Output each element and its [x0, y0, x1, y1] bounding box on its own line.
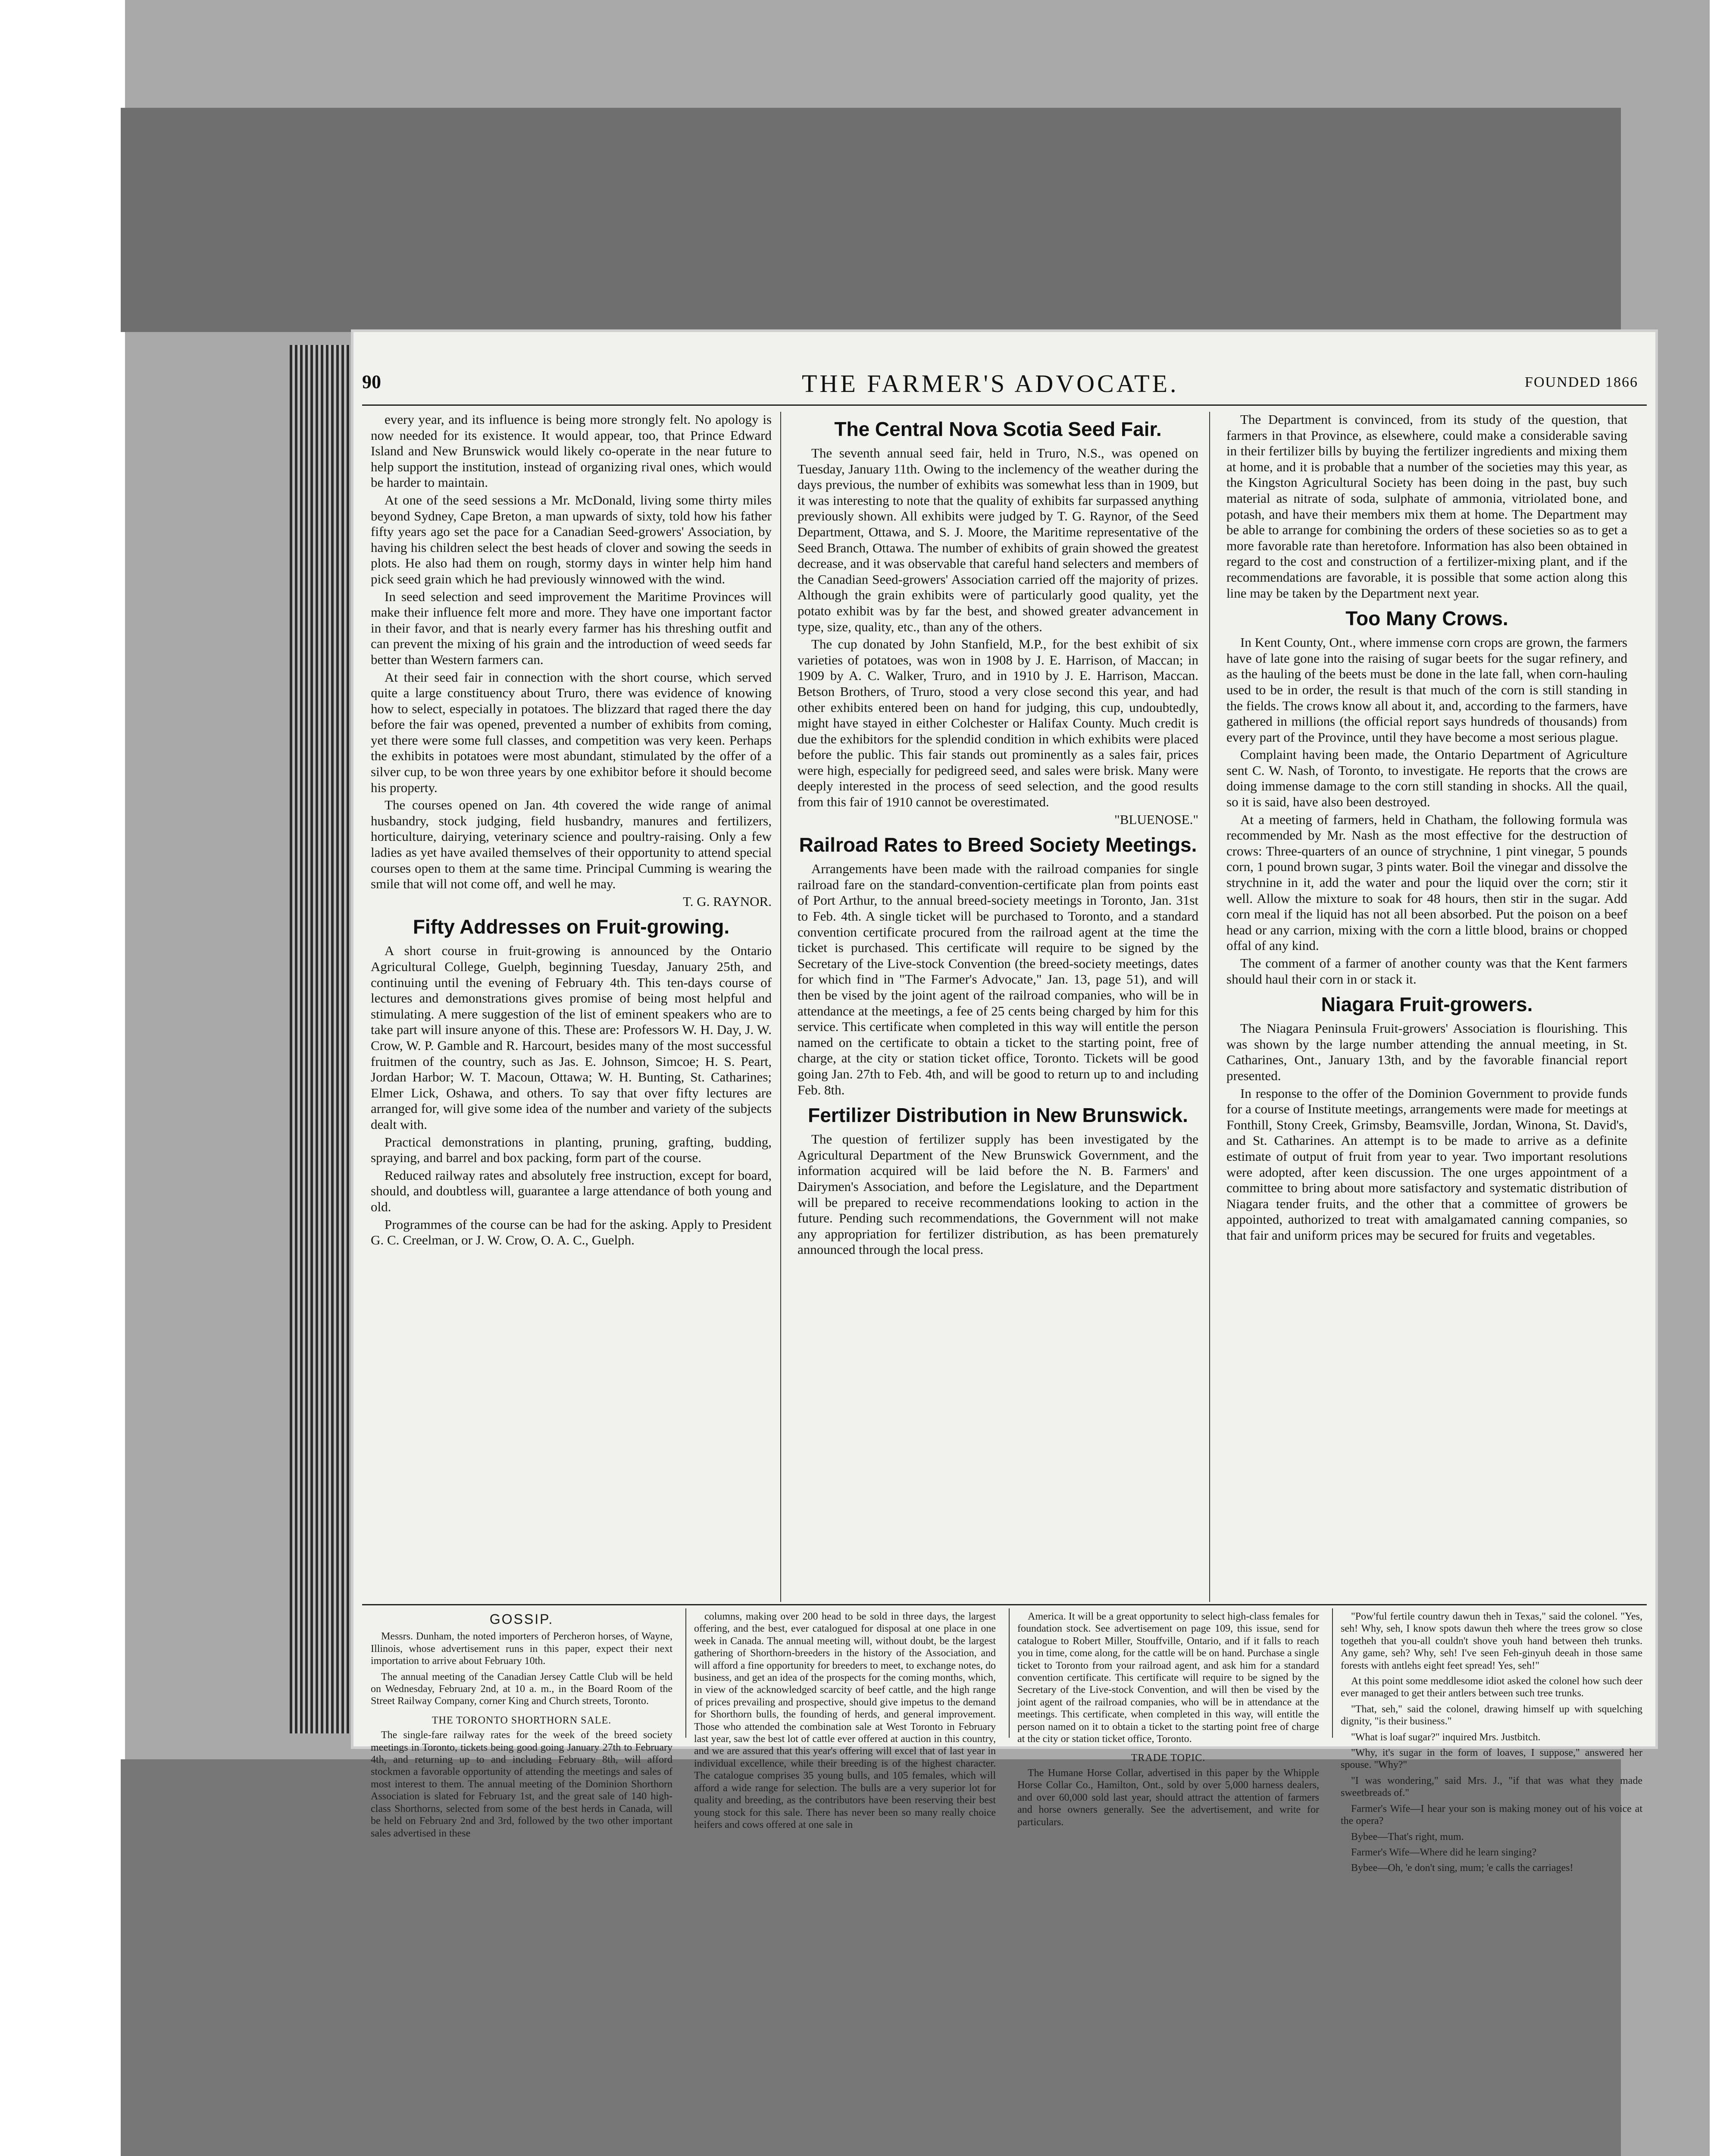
gossip-item: "That, seh," said the colonel, drawing himself up with squelching dignity, "is their business."	[1341, 1703, 1642, 1727]
gossip-item: Farmer's Wife—I hear your son is making money out of his voice at the opera?	[1341, 1803, 1642, 1827]
article-heading: Fertilizer Distribution in New Brunswick.	[808, 1104, 1188, 1127]
book-page-edges	[290, 345, 350, 1733]
paragraph: In seed selection and seed improvement the Maritime Provinces will make their influence felt more and more. They have one important factor in their favor, and that is nearly every farmer has his threshing outfit and can prevent the mixing of his grain and the introduction of weed seeds far better than Western farmers can.	[371, 589, 772, 667]
article-heading: Too Many Crows.	[1345, 607, 1508, 630]
column-rule	[685, 1608, 686, 1738]
gossip-item: The single-fare railway rates for the week of the breed society meetings in Toronto, tickets being good going January 27th to February 4th, and returning up to and including February 8th, will afford stockmen a favorable opportunity of attending the meetings and sales of most interest to them. The annual meeting of the Dominion Shorthorn Association is slated for February 1st, and the great sale of 140 high-class Shorthorns, selected from some of the best herds in Canada, will be held on February 2nd and 3rd, followed by the two other important sales advertised in these	[371, 1730, 672, 1839]
paragraph: At one of the seed sessions a Mr. McDonald, living some thirty miles beyond Sydney, Cape Breton, a man upwards of sixty, told how his father fifty years ago set the pace for a Canadian Seed-growers' Association, by having his children select the best heads of clover and sowing the seeds in plots. He also had them on rough, stormy days in winter help him hand pick seed grain which he had previously winnowed with the wind.	[371, 492, 772, 586]
gossip-item: "Why, it's sugar in the form of loaves, I suppose," answered her spouse. "Why?"	[1341, 1747, 1642, 1771]
column-2	[798, 412, 1198, 1260]
scan-background-top	[121, 108, 1621, 332]
paragraph: At a meeting of farmers, held in Chatham, the following formula was recommended by Mr. Nash as the most effective for the destruction of crows: Three-quarters of an ounce of strychnine, 1 pint vinegar, 5 pounds corn, 1 pound brown sugar, 3 pints water. Boil the vinegar and dissolve the strychnine in it, add the water and pour the liquid over the corn; stir it well. Allow the mixture to soak for 48 hours, then stir in the sugar. Add corn meal if the liquid has not all been absorbed. Put the poison on a beef head or any carrion, mixing with the corn a little blood, brains or chopped offal of any kind.	[1226, 812, 1627, 953]
gossip-item: The Humane Horse Collar, advertised in this paper by the Whipple Horse Collar Co., Hamilton, Ont., sold by over 5,000 harness dealers, and over 60,000 sold last year, should attract the attention of farmers and horse owners generally. See the advertisement, and write for particulars.	[1017, 1767, 1319, 1828]
gossip-item: "I was wondering," said Mrs. J., "if that was what they made sweetbreads of."	[1341, 1775, 1642, 1799]
gossip-column-4	[1341, 1611, 1642, 1878]
paragraph: The Department is convinced, from its study of the question, that farmers in that Province, as elsewhere, could make a considerable saving in their fertilizer bills by buying the fertilizer ingredients and mixing them at home, and it is probable that a number of the societies may this year, as the Kingston Agricultural Society has been doing in the past, buy such material as nitrate of soda, sulphate of ammonia, vitriolated bone, and potash, and have their members mix them at home. The Department may be able to arrange for combining the orders of these societies so as to get a more favorable rate than heretofore. Information has also been obtained in regard to the cost and construction of a fertilizer-mixing plant, and if the recommendations are favorable, it is possible that some action along this line may be taken by the Department next year.	[1226, 412, 1627, 601]
gossip-item: At this point some meddlesome idiot asked the colonel how such deer ever managed to get their antlers between such tree trunks.	[1341, 1676, 1642, 1699]
gossip-item: The annual meeting of the Canadian Jersey Cattle Club will be held on Wednesday, February 2nd, at 10 a. m., in the Board Room of the Street Railway Company, corner King and Church streets, Toronto.	[371, 1671, 672, 1707]
page-number: 90	[362, 371, 381, 392]
paragraph: The comment of a farmer of another county was that the Kent farmers should haul their corn in or stack it.	[1226, 956, 1627, 987]
paragraph: The question of fertilizer supply has been investigated by the Agricultural Department of the New Brunswick Government, and the information acquired will be laid before the N. B. Farmers' and Dairymen's Association, and before the Legislature, and the Department will be prepared to receive recommendations looking to action in the future. Pending such recommendations, the Government will not make any appropriation for fertilizer distribution, as has been prematurely announced through the local press.	[798, 1131, 1198, 1257]
right-margin	[1710, 0, 1714, 2156]
article-heading: Railroad Rates to Breed Society Meetings.	[799, 834, 1197, 856]
article-heading: Fifty Addresses on Fruit-growing.	[413, 915, 730, 938]
article-heading: Niagara Fruit-growers.	[1321, 993, 1533, 1016]
gossip-item: "Pow'ful fertile country dawun theh in Texas," said the colonel. "Yes, seh! Why, seh, I know spots dawun theh where the trees grow so close togetheh that you-all couldn't shove youh hand between theh trunks. Any game, seh? Why, seh! I've seen Feh-ginyuh deeah in those same forests with antlehs eight feet spread! Yes, seh!"	[1341, 1611, 1642, 1671]
paragraph: Arrangements have been made with the railroad companies for single railroad fare on the standard-convention-certificate plan from points east of Port Arthur, to the annual breed-society meetings in Toronto, Jan. 31st to Feb. 4th. A single ticket will be purchased to Toronto, and a standard convention certificate procured from the railroad agent at the time the ticket is purchased. This certificate will require to be signed by the Secretary of the Live-stock Convention (the breed-society meetings, dates for which find in "The Farmer's Advocate," Jan. 13, page 51), and will then be vised by the joint agent of the railroad companies, who will be in attendance at the meetings, a fee of 25 cents being charged by him for this service. This certificate when completed in this way will entitle the person named on the certificate to obtain a ticket to the starting point, free of charge, at the city or station ticket office, Toronto. Tickets will be good going Jan. 27th to Feb. 4th, and will be good to return up to and including Feb. 8th.	[798, 861, 1198, 1097]
page-header	[353, 371, 1655, 401]
gossip-column-2	[694, 1611, 996, 1834]
left-margin	[0, 0, 125, 2156]
paragraph: In response to the offer of the Dominion Government to provide funds for a course of Institute meetings, arrangements were made for meetings at Fonthill, Stony Creek, Grimsby, Beamsville, Jordan, Winona, St. David's, and St. Catharines. An attempt is to be made to arrive as a definite estimate of output of fruit from year to year. Two important resolutions were adopted, after keen discussion. The one urges appointment of a committee to bring about more satisfactory and systematic distribution of Niagara tender fruits, and the other that a committee of growers be appointed, authorized to treat with amalgamated canning companies, so that fair and uniform prices may be secured for fruits and vegetables.	[1226, 1085, 1627, 1243]
gossip-column-1	[371, 1611, 672, 1843]
newspaper-page	[353, 332, 1655, 1874]
paragraph: Practical demonstrations in planting, pruning, grafting, budding, spraying, and barrel and box packing, form part of the course.	[371, 1134, 772, 1166]
paragraph: A short course in fruit-growing is announced by the Ontario Agricultural College, Guelph, beginning Tuesday, January 25th, and continuing until the evening of February 4th. This ten-days course of lectures and demonstrations gives promise of being most helpful and stimulating. A mere suggestion of the list of eminent speakers who are to take part will insure anyone of this. These are: Professors W. H. Day, J. W. Crow, W. P. Gamble and R. Harcourt, besides many of the most successful fruitmen of the country, such as Jas. E. Johnson, Simcoe; H. S. Peart, Jordan Harbor; W. T. Macoun, Ottawa; W. H. Bunting, St. Catharines; Elmer Lick, Oshawa, and others. To say that over fifty lectures are arranged for, will give some idea of the number and variety of the subjects dealt with.	[371, 943, 772, 1132]
gossip-subheading: THE TORONTO SHORTHORN SALE.	[432, 1714, 612, 1726]
gossip-item: America. It will be a great opportunity to select high-class females for foundation stock. See advertisement on page 109, this issue, send for catalogue to Robert Miller, Stouffville, Ontario, and if it falls to reach you in time, come along, for the cattle will be on hand. Purchase a single ticket to Toronto from your railroad agent, and ask him for a standard convention certificate. This certificate will require to be signed by the Secretary of the Live-stock Convention, and will then be vised by the joint agent of the railroad companies, who will be in attendance at the meetings. This certificate, when completed in this way, will entitle the person named on it to obtain a ticket to the starting point free of charge at the city or station ticket office, Toronto.	[1017, 1611, 1319, 1745]
column-rule	[1209, 412, 1210, 1602]
gossip-item: columns, making over 200 head to be sold in three days, the largest offering, and the best, ever catalogued for disposal at one place in one week in Canada. The annual meeting will, without doubt, be the largest gathering of Shorthorn-breeders in the history of the Association, and will afford a fine opportunity for breeders to meet, to exchange notes, do business, and get an idea of the prospects for the coming months, which, in view of the acknowledged scarcity of beef cattle, and the high range of prices prevailing and prospective, should give impetus to the demand for Shorthorn bulls, the founding of herds, and general improvement. Those who attended the combination sale at West Toronto in February last year, saw the best lot of cattle ever offered at auction in this country, and we are assured that this year's offering will excel that of last year in individual excellence, while their breeding is of the highest character. The catalogue comprises 35 young bulls, and 105 females, which will afford a wide range for selection. The bulls are a very superior lot for quality and breeding, as the contributors have been reserving their best young stock for this sale. There has never been so many really choice heifers and cows offered at one sale in	[694, 1611, 996, 1830]
paragraph: The cup donated by John Stanfield, M.P., for the best exhibit of six varieties of potatoes, was won in 1908 by J. E. Harrison, of Maccan; in 1909 by A. C. Walker, Truro, and in 1910 by J. E. Harrison, Maccan. Betson Brothers, of Truro, stood a very close second this year, and had other exhibits entered been on hand for judging, this cup, undoubtedly, might have stayed in either Colchester or Halifax County. Much credit is due the exhibitors for the splendid condition in which exhibits were placed before the public. This fair stands out prominently as a sales fair, prices were high, especially for pedigreed seed, and sales were brisk. Many were deeply interested in the process of seed selection, and the good results from this fair of 1910 cannot be overestimated.	[798, 636, 1198, 810]
paragraph: At their seed fair in connection with the short course, which served quite a large constituency about Truro, there was evidence of knowing how to select, especially in potatoes. The blizzard that raged there the day before the fair was opened, prevented a number of exhibits from coming, yet there were some full classes, and competition was very keen. Perhaps the exhibits in potatoes were most abundant, stimulated by the offer of a silver cup, to be won three years by one exhibitor before it should become his property.	[371, 669, 772, 795]
gossip-heading: GOSSIP.	[489, 1611, 554, 1627]
column-1	[371, 412, 772, 1250]
gossip-item: Farmer's Wife—Where did he learn singing?	[1351, 1846, 1537, 1858]
column-rule	[1332, 1608, 1333, 1738]
paragraph: Complaint having been made, the Ontario Department of Agriculture sent C. W. Nash, of Toronto, to investigate. He reports that the crows are doing immense damage to the corn still standing in shocks. All the quail, so it is said, have also been destroyed.	[1226, 747, 1627, 810]
paragraph: The Niagara Peninsula Fruit-growers' Association is flourishing. This was shown by the large number attending the annual meeting, in St. Catharines, Ont., January 13th, and by the favorable financial report presented.	[1226, 1021, 1627, 1083]
header-rule	[362, 404, 1647, 406]
column-rule	[780, 412, 781, 1602]
gossip-item: "What is loaf sugar?" inquired Mrs. Justbitch.	[1351, 1731, 1541, 1743]
column-3	[1226, 412, 1627, 1245]
gossip-item: Messrs. Dunham, the noted importers of Percheron horses, of Wayne, Illinois, whose advertisement runs in this paper, expect their next importation to arrive about February 10th.	[371, 1631, 672, 1667]
masthead: THE FARMER'S ADVOCATE.	[802, 370, 1179, 398]
paragraph: In Kent County, Ont., where immense corn crops are grown, the farmers have of late gone into the raising of sugar beets for the sugar refinery, and as the hauling of the beets must be done in the late fall, when corn-hauling used to be in order, the result is that much of the corn is still standing in the fields. The crows know all about it, and, according to the farmers, have gathered in millions (the official report says hundreds of thousands) from every part of the Province, until they have become a most serious plague.	[1226, 635, 1627, 745]
paragraph: every year, and its influence is being more strongly felt. No apology is now needed for its existence. It would appear, too, that Prince Edward Island and New Brunswick would likely co-operate in the near future to help support the institution, instead of organizing rival ones, which would be harder to maintain.	[371, 412, 772, 490]
gossip-subheading: TRADE TOPIC.	[1131, 1752, 1206, 1764]
gossip-item: Bybee—Oh, 'e don't sing, mum; 'e calls the carriages!	[1351, 1862, 1573, 1874]
column-rule	[1009, 1608, 1010, 1738]
signature: T. G. RAYNOR.	[683, 893, 772, 909]
paragraph: The seventh annual seed fair, held in Truro, N.S., was opened on Tuesday, January 11th. Owing to the inclemency of the weather during the days previous, the number of exhibits was somewhat less than in 1909, but it was interesting to note that the quality of exhibits far surpassed anything previously shown. All exhibits were judged by T. G. Raynor, of the Seed Department, Ottawa, and S. J. Moore, the Maritime representative of the Seed Branch, Ottawa. The number of exhibits of grain showed the greatest decrease, and it was observable that careful hand selecters and members of the Canadian Seed-growers' Association carried off the majority of prizes. Although the grain exhibits were of particularly good quality, yet the potato exhibit was by far the best, and showed greater advancement in type, size, quality, etc., than any of the others.	[798, 445, 1198, 634]
section-rule	[362, 1604, 1647, 1605]
gossip-item: Bybee—That's right, mum.	[1351, 1831, 1464, 1843]
founded-line: FOUNDED 1866	[1525, 374, 1638, 390]
signature: "BLUENOSE."	[1114, 812, 1198, 827]
gossip-column-3	[1017, 1611, 1319, 1832]
paragraph: Programmes of the course can be had for the asking. Apply to President G. C. Creelman, or J. W. Crow, O. A. C., Guelph.	[371, 1216, 772, 1248]
paragraph: The courses opened on Jan. 4th covered the wide range of animal husbandry, stock judging, field husbandry, manures and fertilizers, horticulture, dairying, veterinary science and poultry-raising. Only a few ladies as yet have availed themselves of their opportunity to attend special courses open to them at the same time. Principal Cumming is wearing the smile that will not come off, and well he may.	[371, 797, 772, 892]
article-heading: The Central Nova Scotia Seed Fair.	[834, 418, 1162, 440]
paragraph: Reduced railway rates and absolutely free instruction, except for board, should, and doubtless will, guarantee a large attendance of both young and old.	[371, 1167, 772, 1214]
